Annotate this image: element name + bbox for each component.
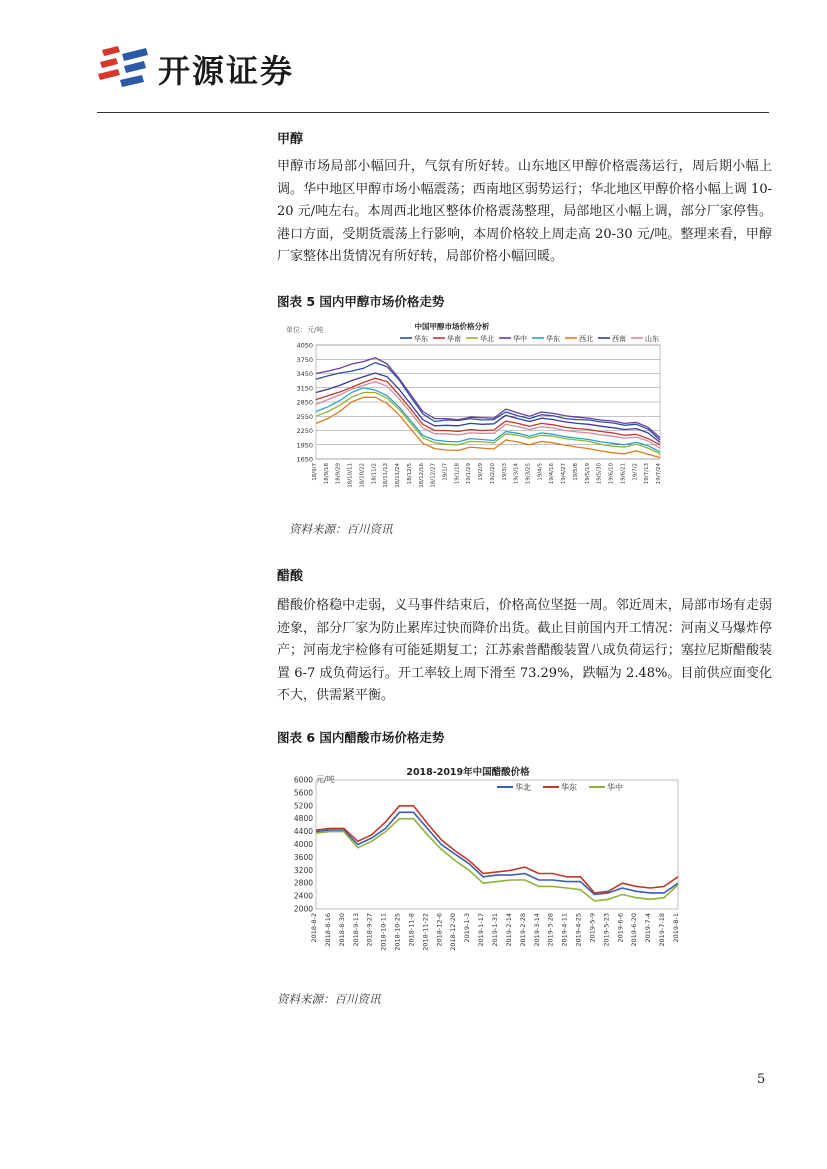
figure-5-title: 图表 5 国内甲醇市场价格走势 xyxy=(277,294,445,309)
x-tick-label: 18/11/13 xyxy=(383,463,390,488)
y-tick-label: 2550 xyxy=(296,412,313,421)
x-tick-label: 2018-10-11 xyxy=(379,913,388,951)
x-tick-label: 19/1/18 xyxy=(454,463,461,485)
legend-label: 华北 xyxy=(515,783,531,792)
legend-label: 华中 xyxy=(513,335,527,343)
x-tick-label: 2019-6-6 xyxy=(616,913,625,943)
chart1-ylabel: 单位：元/吨 xyxy=(286,326,324,334)
y-tick-label: 2250 xyxy=(296,427,313,435)
page-number: 5 xyxy=(757,1072,766,1087)
acetic-price-chart xyxy=(283,760,693,975)
x-tick-label: 18/11/2 xyxy=(371,463,378,485)
legend-label: 西北 xyxy=(579,335,593,343)
figure-5-source: 资料来源：百川资讯 xyxy=(289,522,393,536)
y-tick-label: 3450 xyxy=(296,370,313,378)
x-tick-label: 18/9/7 xyxy=(312,463,318,481)
y-tick-label: 5200 xyxy=(293,801,313,811)
legend-label: 华东 xyxy=(546,335,560,343)
x-tick-label: 2018-11-22 xyxy=(421,913,430,951)
y-tick-label: 2000 xyxy=(293,904,313,914)
x-tick-label: 2019-3-14 xyxy=(532,913,541,947)
figure-6-source: 资料来源：百川资讯 xyxy=(277,992,381,1006)
y-tick-label: 4000 xyxy=(293,840,313,849)
header-divider xyxy=(97,112,769,113)
x-tick-label: 19/7/24 xyxy=(656,463,662,485)
x-tick-label: 2019-2-28 xyxy=(518,913,527,947)
chart1-title: 中国甲醇市场价格分析 xyxy=(414,322,490,331)
x-tick-label: 2019-6-20 xyxy=(630,913,639,947)
x-tick-label: 19/5/30 xyxy=(596,463,603,485)
x-tick-label: 18/10/22 xyxy=(359,463,366,488)
x-tick-label: 18/12/16 xyxy=(418,463,425,488)
chart2-title: 2018-2019年中国醋酸价格 xyxy=(406,767,530,778)
legend-label: 华东 xyxy=(561,783,577,792)
x-tick-label: 19/5/19 xyxy=(584,463,591,485)
x-tick-label: 2018-10-25 xyxy=(393,913,402,951)
y-tick-label: 6000 xyxy=(293,775,313,785)
company-logo-text: 开源证券 xyxy=(158,52,295,90)
x-tick-label: 2019-5-9 xyxy=(588,913,597,943)
y-tick-label: 3200 xyxy=(293,865,313,875)
x-tick-label: 18/12/5 xyxy=(406,463,413,485)
series-line-1 xyxy=(316,363,660,440)
x-tick-label: 19/3/3 xyxy=(501,463,508,481)
x-tick-label: 2018-11-8 xyxy=(407,913,416,947)
x-tick-label: 19/7/13 xyxy=(644,463,651,485)
x-tick-label: 2019-1-31 xyxy=(491,913,499,947)
y-tick-label: 1650 xyxy=(296,455,313,464)
x-tick-label: 19/6/21 xyxy=(620,463,627,485)
x-tick-label: 2018-12-20 xyxy=(449,913,458,951)
methanol-paragraph: 甲醇市场局部小幅回升，气氛有所好转。山东地区甲醇价格震荡运行，周后期小幅上调。华中地区甲醇市场小幅震荡；西南地区弱势运行；华北地区甲醇价格小幅上调 10-20 元/吨左右。本周西北地区整体价格震荡整理，局部地区小幅上调，部分厂家停售。港口方面，受期货震荡上行影响，本周价格较上周走高 20-30 元/吨。整理来看，甲醇厂家整体出货情况有所好转，局部价格小幅回暖。 xyxy=(277,159,772,264)
x-tick-label: 2019-8-1 xyxy=(672,913,680,943)
x-tick-label: 18/11/24 xyxy=(395,463,402,488)
x-tick-label: 18/9/18 xyxy=(323,463,330,485)
x-tick-label: 2018-8-16 xyxy=(323,913,332,947)
chart2-ylabel: 元/吨 xyxy=(316,775,335,784)
y-tick-label: 3600 xyxy=(293,852,313,862)
legend-label: 山东 xyxy=(645,335,659,343)
figure-6-title: 图表 6 国内醋酸市场价格走势 xyxy=(277,730,445,745)
x-tick-label: 2018-8-2 xyxy=(310,913,318,943)
acetic-paragraph: 醋酸价格稳中走弱，义马事件结束后，价格高位坚挺一周。邻近周末，局部市场有走弱迹象，部分厂家为防止累库过快而降价出货。截止目前国内开工情况：河南义马爆炸停产；河南龙宇检修有可能延期复工；江苏索普醋酸装置八成负荷运行；塞拉尼斯醋酸装置 6-7 成负荷运行。开工率较上周下滑至 73.29%，跌幅为 2.48%。目前供应面变化不大，供需紧平衡。 xyxy=(277,598,772,703)
x-tick-label: 19/4/16 xyxy=(549,463,556,485)
x-tick-label: 2019-2-14 xyxy=(504,913,513,947)
x-tick-label: 19/5/8 xyxy=(572,463,579,481)
x-tick-label: 19/2/20 xyxy=(489,463,496,485)
y-tick-label: 2800 xyxy=(293,878,313,888)
y-tick-label: 4050 xyxy=(296,341,313,350)
x-tick-label: 2019-4-25 xyxy=(574,913,583,947)
x-tick-label: 19/3/14 xyxy=(513,463,520,485)
legend-label: 西南 xyxy=(612,335,626,343)
x-tick-label: 2019-4-11 xyxy=(560,913,569,947)
y-tick-label: 3750 xyxy=(296,355,313,364)
y-tick-label: 4400 xyxy=(293,827,313,837)
x-tick-label: 18/9/29 xyxy=(335,463,342,485)
x-tick-label: 2018-9-27 xyxy=(365,913,374,947)
x-tick-label: 18/12/27 xyxy=(430,463,437,488)
x-tick-label: 2018-9-13 xyxy=(351,913,360,947)
x-tick-label: 2019-7-4 xyxy=(644,913,653,943)
x-tick-label: 2019-1-3 xyxy=(463,913,472,943)
x-tick-label: 19/7/2 xyxy=(632,463,639,481)
plot-area xyxy=(316,780,678,909)
legend-label: 华东 xyxy=(414,335,428,343)
y-tick-label: 5600 xyxy=(293,788,313,798)
acetic-heading: 醋酸 xyxy=(277,569,304,584)
x-tick-label: 19/2/9 xyxy=(478,463,485,481)
x-tick-label: 2019-3-28 xyxy=(546,913,555,947)
page-header xyxy=(0,0,827,115)
x-tick-label: 19/4/27 xyxy=(561,463,568,485)
x-tick-label: 19/6/10 xyxy=(608,463,615,485)
y-tick-label: 2850 xyxy=(296,398,313,407)
x-tick-label: 19/3/25 xyxy=(525,463,532,485)
kaiyuan-logo-icon xyxy=(96,44,152,88)
x-tick-label: 19/1/29 xyxy=(466,463,473,485)
x-tick-label: 2018-8-30 xyxy=(337,913,346,947)
x-tick-label: 19/4/5 xyxy=(537,463,544,481)
y-tick-label: 4800 xyxy=(293,814,313,824)
y-tick-label: 1950 xyxy=(296,441,313,450)
series-line-8 xyxy=(316,382,660,449)
x-tick-label: 2019-1-17 xyxy=(477,913,486,947)
x-tick-label: 19/1/7 xyxy=(442,463,449,481)
legend-label: 华中 xyxy=(607,783,623,792)
x-tick-label: 2019-5-23 xyxy=(602,913,611,947)
y-tick-label: 2400 xyxy=(293,891,313,901)
methanol-price-chart xyxy=(282,318,677,508)
legend-label: 华南 xyxy=(447,335,461,343)
legend-label: 华北 xyxy=(480,335,494,343)
y-tick-label: 3150 xyxy=(296,384,313,393)
methanol-heading: 甲醇 xyxy=(277,132,304,147)
x-tick-label: 2019-7-18 xyxy=(658,913,667,947)
x-tick-label: 18/10/11 xyxy=(347,463,354,488)
x-tick-label: 2018-12-6 xyxy=(435,913,444,947)
series-line-2 xyxy=(316,806,678,893)
